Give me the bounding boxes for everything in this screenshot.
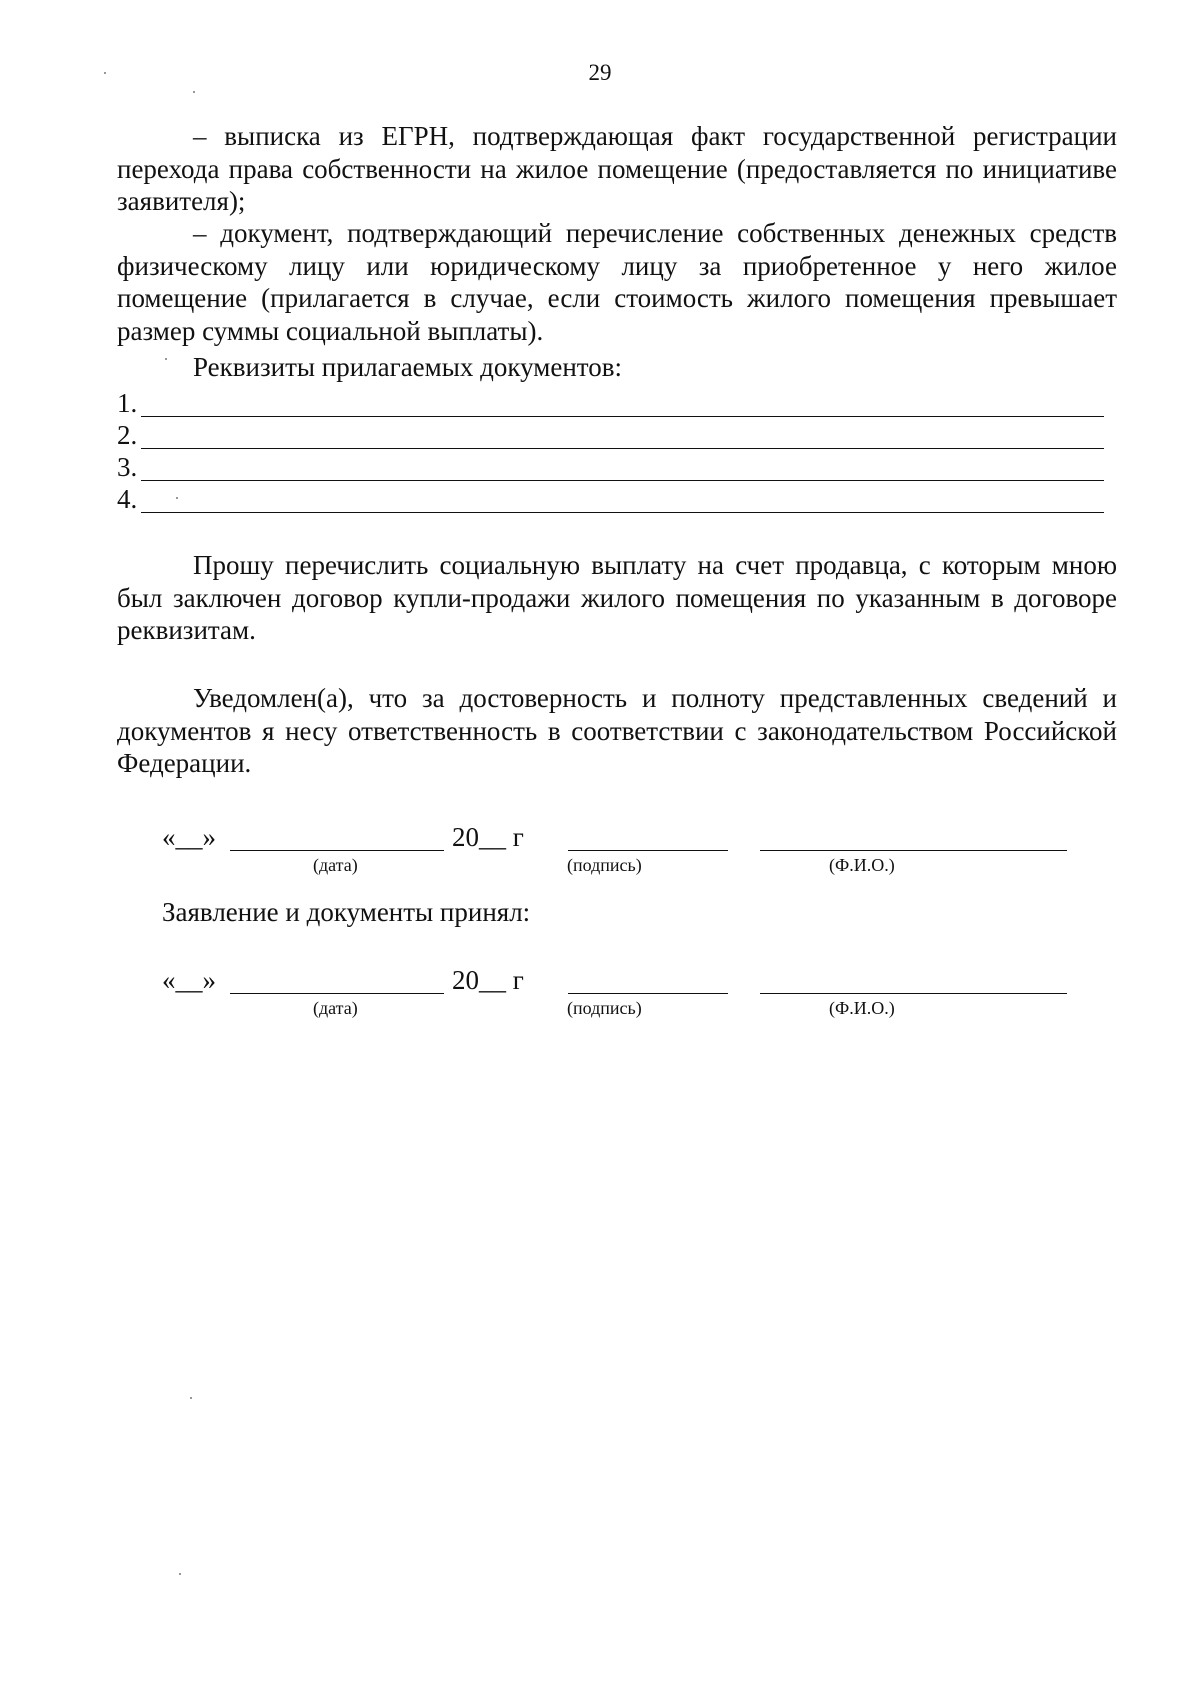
paragraph-notice: Уведомлен(а), что за достоверность и полноту представленных сведений и документов я несу ответственность в соответствии с законодательством Российской Федерации. <box>117 683 1117 778</box>
requisite-line-4 <box>117 484 1104 517</box>
applicant-signature-block <box>0 822 1200 882</box>
signature-line <box>568 993 728 994</box>
requisite-number: 1. <box>117 388 138 418</box>
signature-line <box>568 850 728 851</box>
requisite-number: 3. <box>117 452 138 482</box>
year-field: 20__ г <box>452 965 524 995</box>
scan-speck <box>165 358 167 360</box>
scan-speck <box>190 1397 192 1399</box>
page-number: 29 <box>588 60 612 85</box>
day-field: «__» <box>162 822 216 852</box>
fio-line <box>760 993 1067 994</box>
fill-in-line <box>141 416 1104 417</box>
signature-caption: (подпись) <box>567 998 642 1018</box>
date-line <box>230 850 444 851</box>
receiver-signature-block <box>0 965 1200 1025</box>
requisite-line-2 <box>117 420 1104 453</box>
accepted-label: Заявление и документы принял: <box>162 897 531 927</box>
fill-in-line <box>141 512 1104 513</box>
fill-in-line <box>141 448 1104 449</box>
date-caption: (дата) <box>313 998 358 1018</box>
fio-caption: (Ф.И.О.) <box>829 855 895 875</box>
fio-caption: (Ф.И.О.) <box>829 998 895 1018</box>
signature-caption: (подпись) <box>567 855 642 875</box>
requisite-number: 2. <box>117 420 138 450</box>
fill-in-line <box>141 480 1104 481</box>
scan-speck <box>193 91 195 93</box>
scan-speck <box>104 72 106 74</box>
requisite-line-3 <box>117 452 1104 485</box>
date-line <box>230 993 444 994</box>
requisites-title: Реквизиты прилагаемых документов: <box>193 352 622 382</box>
year-field: 20__ г <box>452 822 524 852</box>
requisite-line-1 <box>117 388 1104 421</box>
requisite-number: 4. <box>117 484 138 514</box>
day-field: «__» <box>162 965 216 995</box>
date-caption: (дата) <box>313 855 358 875</box>
scan-speck <box>179 1573 181 1575</box>
paragraph-request: Прошу перечислить социальную выплату на счет продавца, с которым мною был заключен договор купли-продажи жилого помещения по указанным в договоре реквизитам. <box>117 550 1117 645</box>
paragraph-egrn-extract: – выписка из ЕГРН, подтверждающая факт государственной регистрации перехода права собственности на жилое помещение (предоставляется по инициативе заявителя); <box>117 121 1117 216</box>
paragraph-payment-document: – документ, подтверждающий перечисление собственных денежных средств физическому лицу или юридическому лицу за приобретенное у него жилое помещение (прилагается в случае, если стоимость жилого помещения превышает размер суммы социальной выплаты). <box>117 218 1117 346</box>
scan-speck <box>176 497 178 499</box>
fio-line <box>760 850 1067 851</box>
